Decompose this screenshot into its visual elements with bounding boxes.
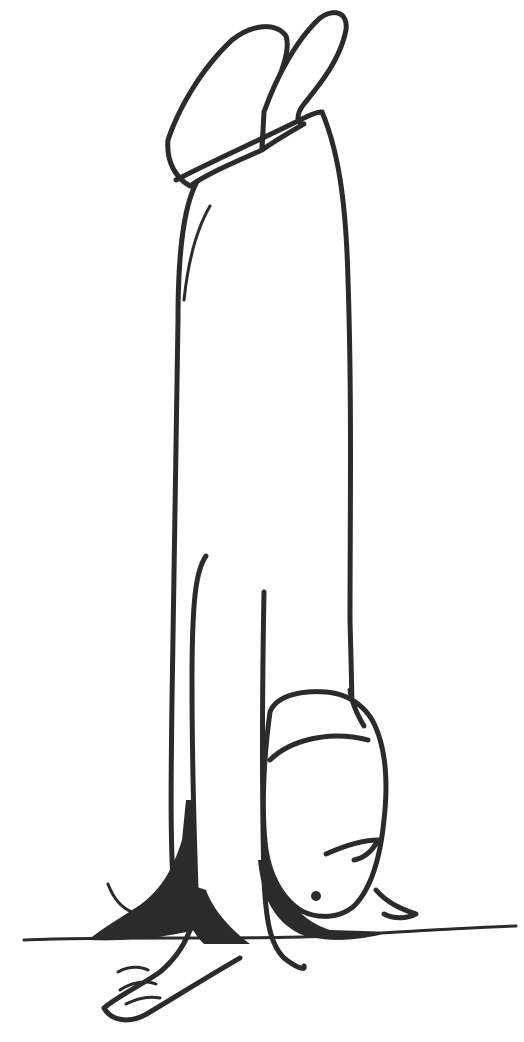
head [263,692,386,917]
trouser-fold [184,206,210,300]
eye [311,891,321,901]
ground-shadow-left [88,800,196,940]
hair-tuft [376,890,416,918]
body-right-outline [322,112,352,715]
left-hair-curl [108,884,132,912]
